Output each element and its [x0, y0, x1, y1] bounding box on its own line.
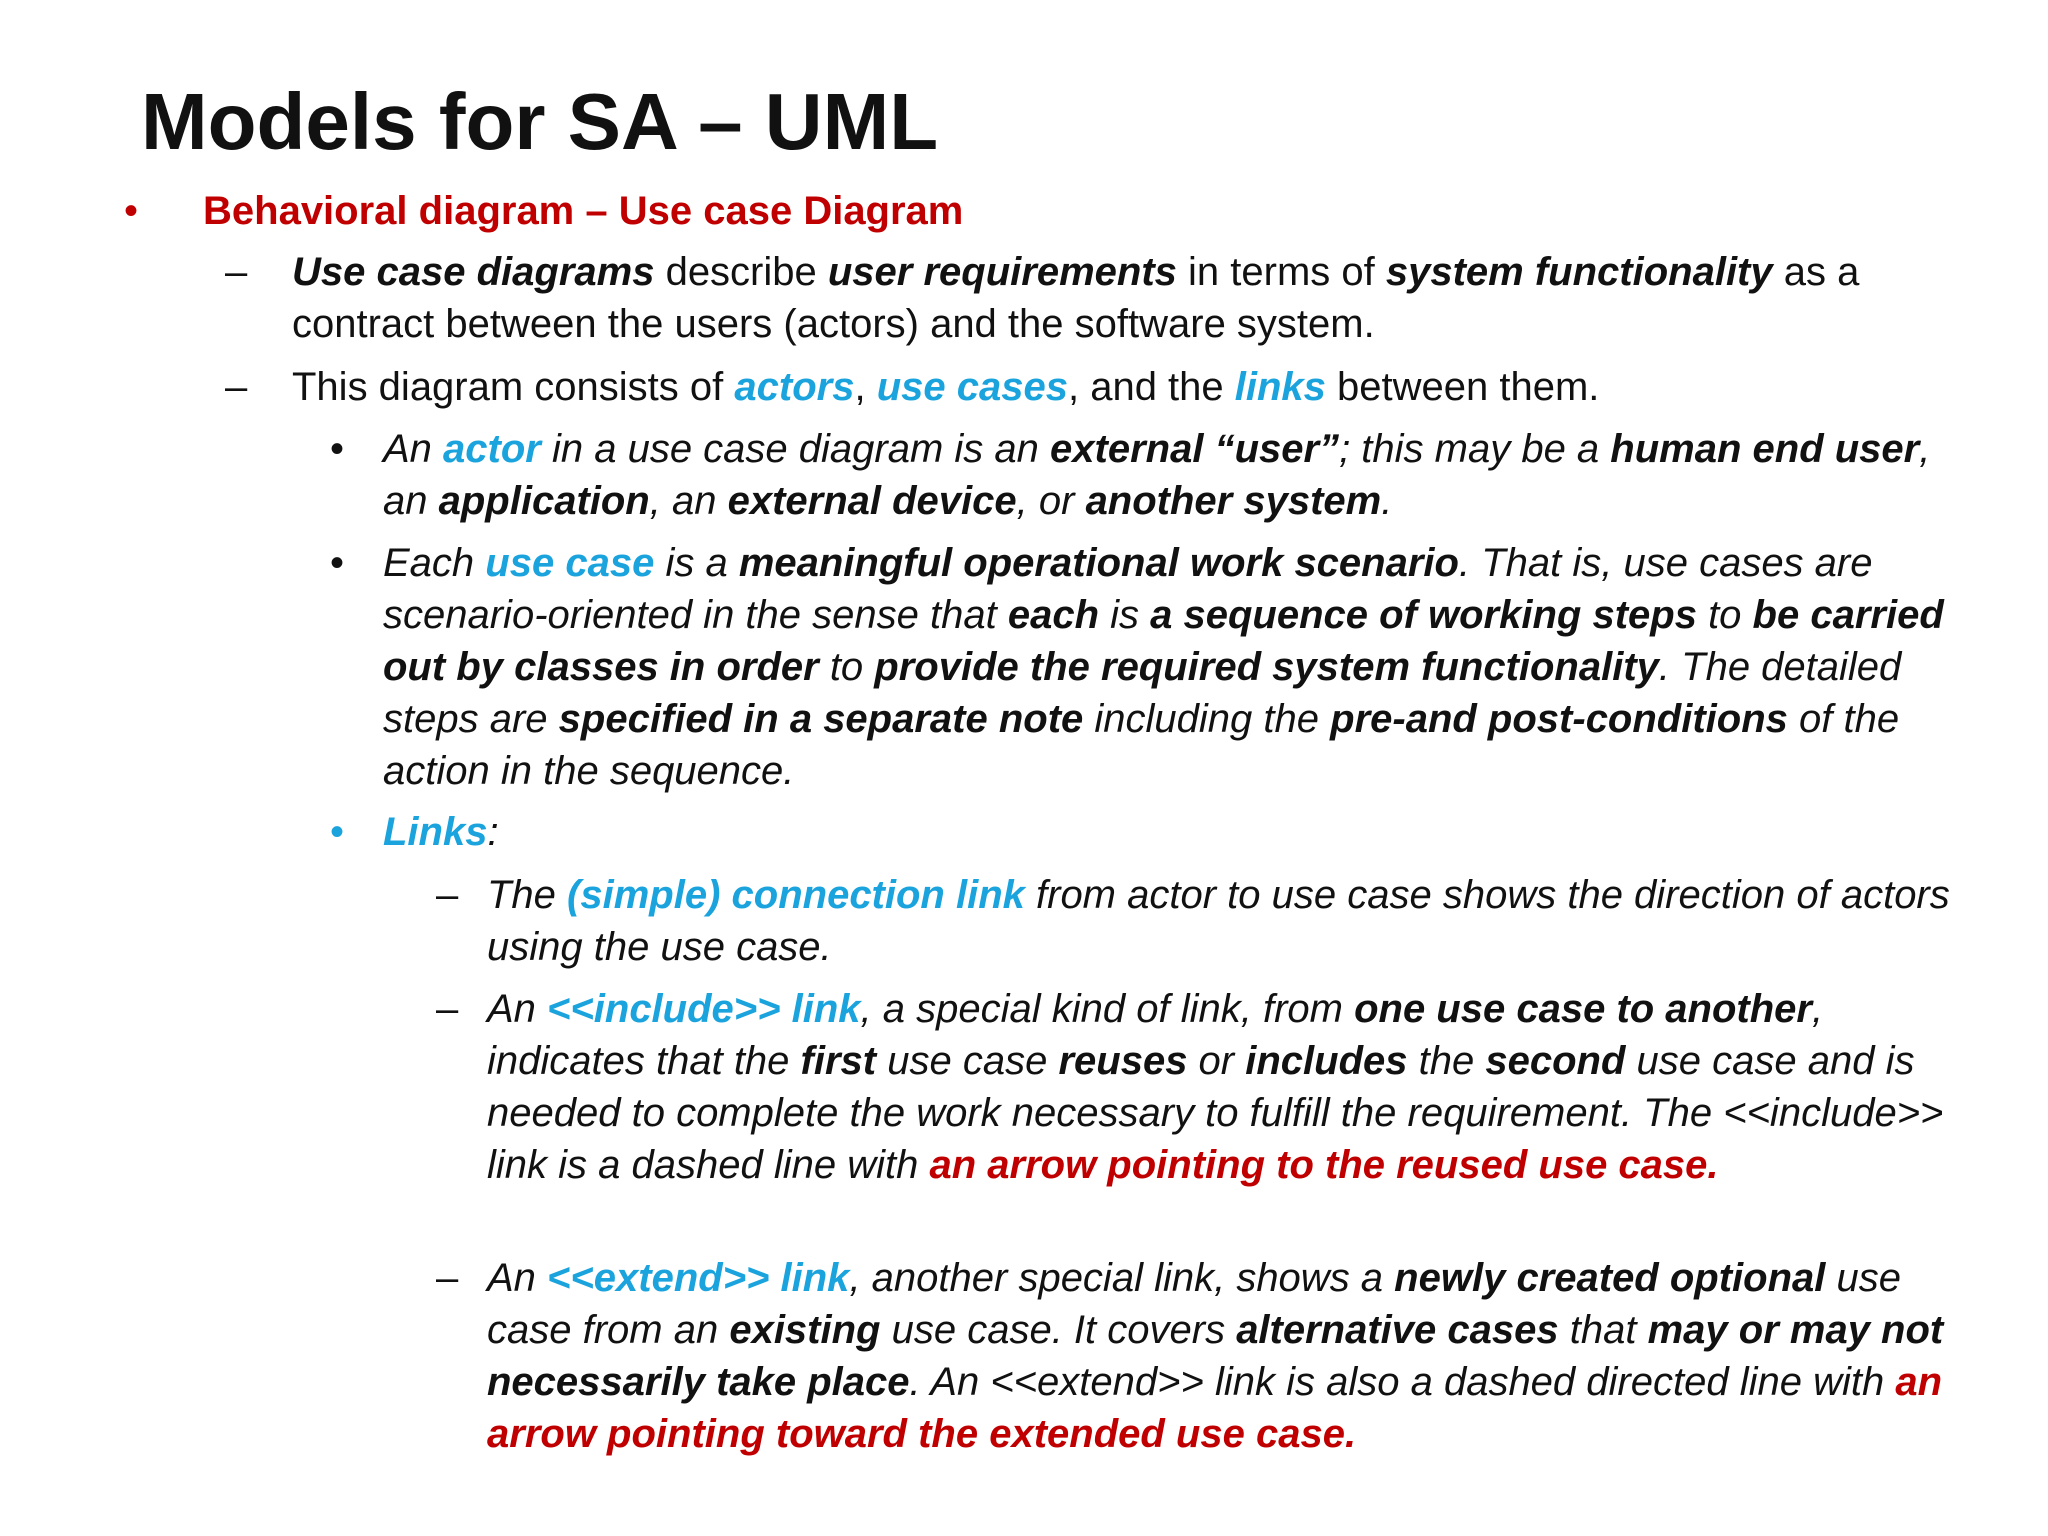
text-run: is [1099, 593, 1151, 637]
text-run: This diagram consists of [292, 365, 735, 409]
text-run: Links [383, 810, 488, 854]
text-run: to [1696, 593, 1753, 637]
text-run: or [1187, 1039, 1246, 1083]
text-run: of the action in the sequence. [383, 697, 1900, 793]
text-run: existing [729, 1308, 881, 1352]
text-run: . [1381, 479, 1393, 523]
dash-marker: – [225, 365, 248, 409]
text-run: (simple) connection link [567, 873, 1025, 917]
text-run: a sequence of working steps [1150, 593, 1697, 637]
text-run: , or [1016, 479, 1086, 523]
text-run: An [487, 987, 548, 1031]
bullet-marker: • [124, 189, 139, 233]
text-run: be carried out by classes in order [383, 593, 1944, 689]
text-run: . An <<extend>> link is also a dashed directed line with [909, 1360, 1896, 1404]
actor-text [383, 423, 1978, 527]
text-run: use case [876, 1039, 1059, 1083]
text-run: in terms of [1176, 250, 1386, 294]
text-run: meaningful operational work scenario [738, 541, 1459, 585]
use-case-text [383, 537, 1978, 797]
simple-link-text [487, 869, 1988, 973]
text-run: ; this may be a [1339, 427, 1611, 471]
text-run: : [487, 810, 499, 854]
text-run: , another special link, shows a [849, 1256, 1395, 1300]
text-run: Use case diagrams [292, 250, 655, 294]
text-run: external “user” [1050, 427, 1340, 471]
text-run: that [1558, 1308, 1648, 1352]
text-run: to [818, 645, 875, 689]
text-run: . The detailed steps are [383, 645, 1902, 741]
text-run: may or may not necessarily take place [487, 1308, 1944, 1404]
text-run: , [854, 365, 877, 409]
text-run: as a contract between the users (actors) and the software system. [292, 250, 1860, 346]
text-run: , and the [1067, 365, 1235, 409]
diagram-consists-text [292, 361, 1968, 413]
text-run: use case. It covers [880, 1308, 1237, 1352]
bullet-marker: • [330, 810, 345, 854]
text-run: <<include>> link [547, 987, 861, 1031]
dash-marker: – [436, 873, 459, 917]
dash-marker: – [436, 987, 459, 1031]
text-run: the [1407, 1039, 1486, 1083]
text-run: , an [649, 479, 728, 523]
text-run: use case and is needed to complete the work necessary to fulfill the requirement. The <<include>> link is a dashed line with [487, 1039, 1944, 1187]
text-run: Each [383, 541, 486, 585]
text-run: <<extend>> link [547, 1256, 850, 1300]
text-run: second [1485, 1039, 1626, 1083]
text-run: from actor to use case shows the direction of actors using the use case. [487, 873, 1950, 969]
text-run: The [487, 873, 568, 917]
bullet-behavioral-diagram [0, 183, 2048, 239]
text-run: external device [727, 479, 1017, 523]
dash-marker: – [436, 1256, 459, 1300]
text-run: each [1007, 593, 1099, 637]
behavioral-diagram-heading: Behavioral diagram – Use case Diagram [203, 189, 964, 233]
text-run: in a use case diagram is an [540, 427, 1051, 471]
text-run: , indicates that the [487, 987, 1824, 1083]
text-run: another system [1085, 479, 1382, 523]
text-run: is a [654, 541, 739, 585]
dash-marker: – [225, 250, 248, 294]
text-run: actor [443, 427, 541, 471]
text-run: an arrow pointing to the reused use case. [929, 1143, 1719, 1187]
text-run: reuses [1058, 1039, 1188, 1083]
use-case-diagrams-text [292, 246, 1968, 350]
text-run: , an [383, 427, 1931, 523]
bullet-marker: • [330, 427, 345, 471]
text-run: one use case to another [1354, 987, 1812, 1031]
text-run: pre-and post-conditions [1330, 697, 1788, 741]
text-run: alternative cases [1236, 1308, 1559, 1352]
text-run: system functionality [1385, 250, 1773, 294]
text-run: including the [1083, 697, 1331, 741]
text-run: use cases [876, 365, 1068, 409]
text-run: user requirements [827, 250, 1177, 294]
text-run: actors [734, 365, 855, 409]
text-run: use case [485, 541, 655, 585]
text-run: , a special kind of link, from [860, 987, 1355, 1031]
text-run: newly created optional [1394, 1256, 1826, 1300]
text-run: between them. [1325, 365, 1600, 409]
include-link-text [487, 983, 1988, 1191]
text-run: an arrow pointing toward the extended use case. [487, 1360, 1943, 1456]
links-text [383, 806, 1978, 858]
text-run: An [383, 427, 444, 471]
text-run: human end user [1610, 427, 1920, 471]
text-run: provide the required system functionality [874, 645, 1659, 689]
slide-title: Models for SA – UML [141, 77, 939, 166]
extend-link-text [487, 1252, 1988, 1460]
text-run: includes [1245, 1039, 1408, 1083]
text-run: application [438, 479, 650, 523]
text-run: describe [654, 250, 828, 294]
text-run: . That is, use cases are scenario-oriented in the sense that [383, 541, 1873, 637]
text-run: first [800, 1039, 877, 1083]
bullet-marker: • [330, 541, 345, 585]
text-run: specified in a separate note [558, 697, 1084, 741]
text-run: An [487, 1256, 548, 1300]
text-run: use case from an [487, 1256, 1901, 1352]
text-run: links [1234, 365, 1326, 409]
